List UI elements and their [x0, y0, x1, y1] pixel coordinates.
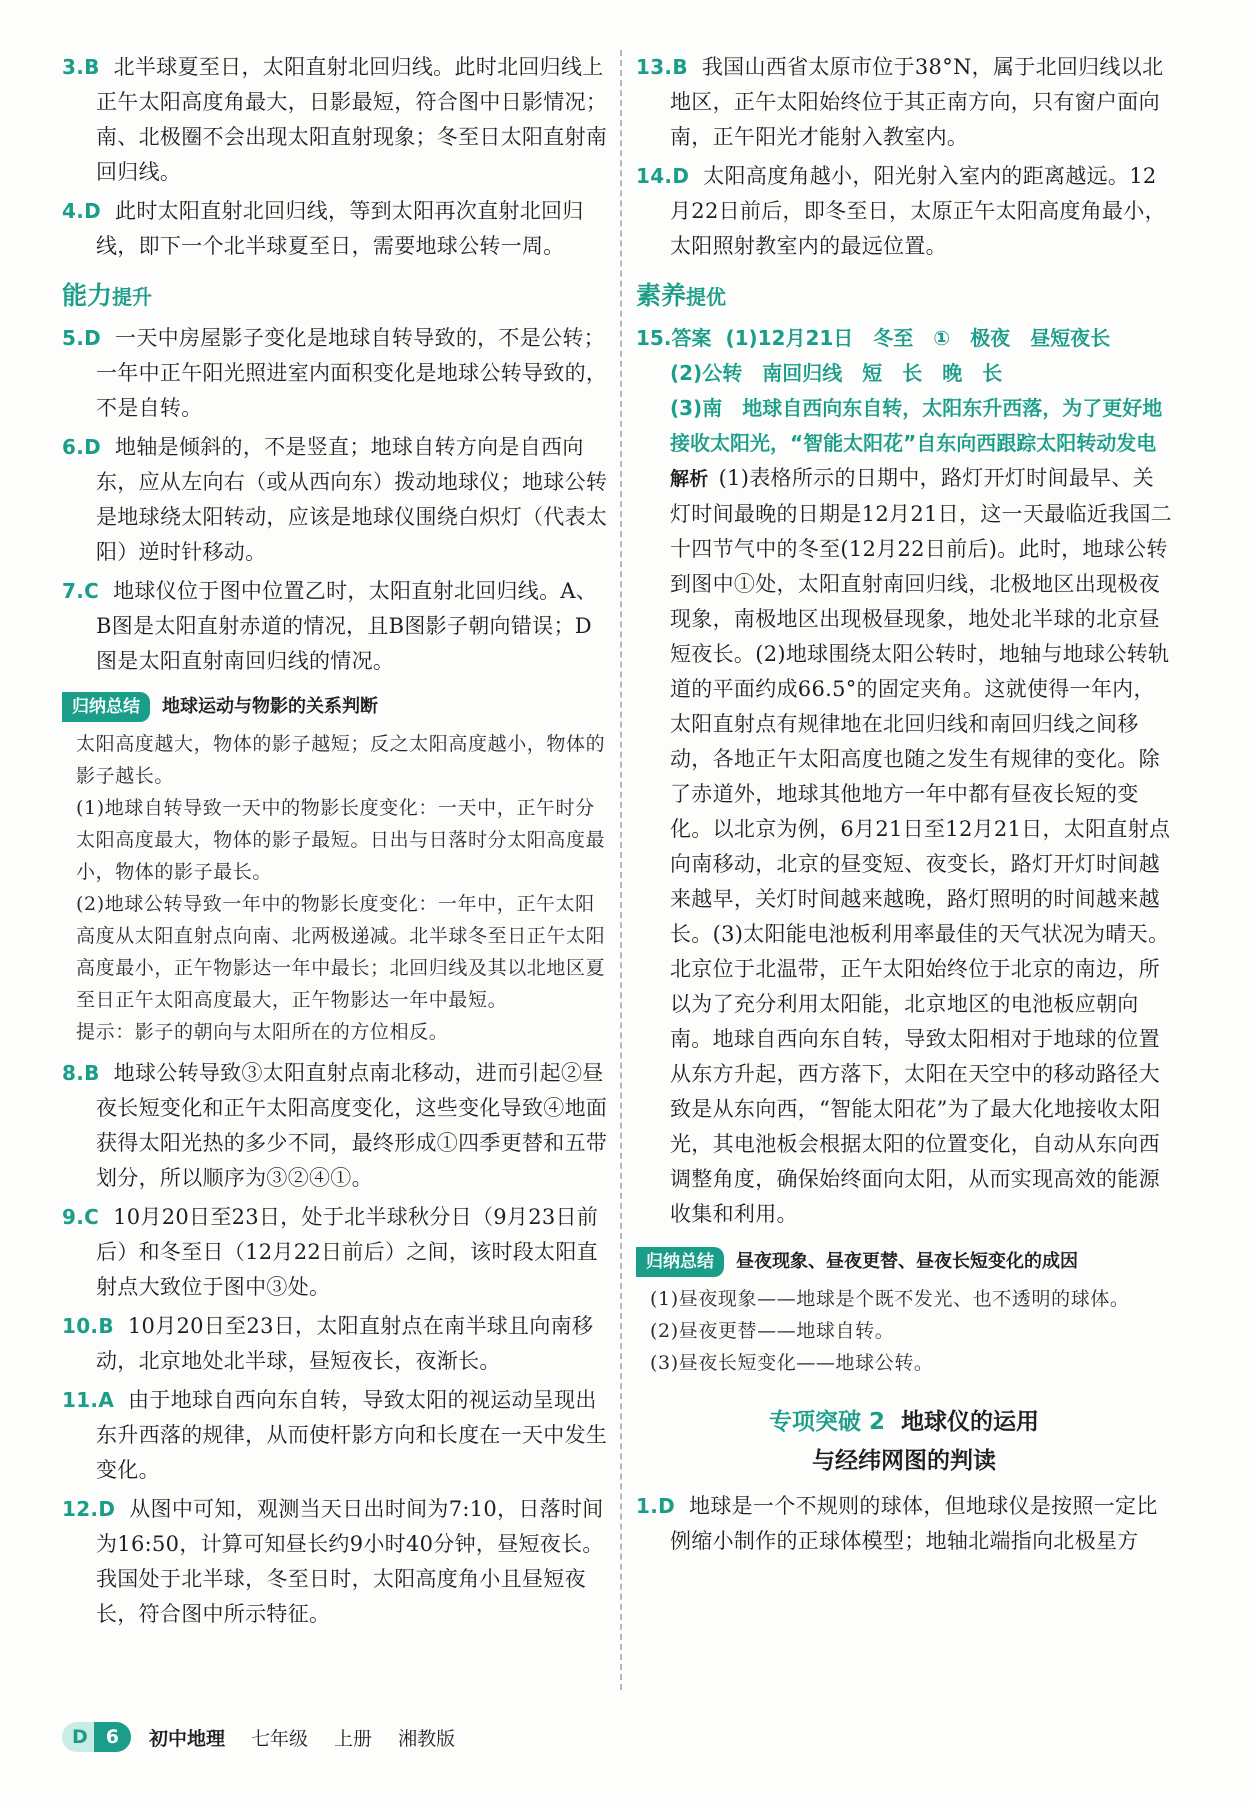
answer-line: (2)公转 南回归线 短 长 晚 长	[670, 361, 1003, 385]
answer-line: 15.答案 (1)12月21日 冬至 ① 极夜 昼短夜长	[636, 326, 1111, 350]
left-column	[62, 50, 608, 1636]
answer-item: 3.B 北半球夏至日，太阳直射北回归线。此时北回归线上正午太阳高度角最大，日影最短，符合图中日影情况；南、北极圈不会出现太阳直射现象；冬至日太阳直射南回归线。	[62, 55, 608, 184]
answer-item: 6.D 地轴是倾斜的，不是竖直；地球自转方向是自西向东，应从左向右（或从西向东）拨动地球仪；地球公转是地球绕太阳转动，应该是地球仪围绕白炽灯（代表太阳）逆时针移动。	[62, 435, 608, 564]
answer-item: 11.A 由于地球自西向东自转，导致太阳的视运动呈现出东升西落的规律，从而使杆影方向和长度在一天中发生变化。	[62, 1388, 608, 1482]
answer-item: 7.C 地球仪位于图中位置乙时，太阳直射北回归线。A、B图是太阳直射赤道的情况，且B图影子朝向错误；D图是太阳直射南回归线的情况。	[62, 579, 598, 673]
section-heading-literacy: 素养提优	[636, 281, 727, 310]
summary-line: (2)昼夜更替——地球自转。	[650, 1320, 895, 1342]
section-heading-ability: 能力提升	[62, 281, 153, 310]
summary-line: 提示：影子的朝向与太阳所在的方位相反。	[76, 1021, 449, 1043]
answer-item: 1.D 地球是一个不规则的球体，但地球仪是按照一定比例缩小制作的正球体模型；地轴北端指向北极星方	[636, 1494, 1158, 1553]
footer-volume: 上册	[334, 1727, 373, 1750]
answer-item: 8.B 地球公转导致③太阳直射点南北移动，进而引起②昼夜长短变化和正午太阳高度变化，这些变化导致④地面获得太阳光热的多少不同，最终形成①四季更替和五带划分，所以顺序为③②④①。	[62, 1061, 608, 1190]
answer-item: 4.D 此时太阳直射北回归线，等到太阳再次直射北回归线，即下一个北半球夏至日，需要地球公转一周。	[62, 199, 584, 258]
summary-line: (2)地球公转导致一年中的物影长度变化：一年中，正午太阳高度从太阳直射点向南、北两极递减。北半球冬至日正午太阳高度最小，正午物影达一年中最长；北回归线及其以北地区夏至日正午太阳高度最大，正午物影达一年中最短。	[76, 893, 606, 1011]
answer-item: 10.B 10月20日至23日，太阳直射点在南半球且向南移动，北京地处北半球，昼短夜长，夜渐长。	[62, 1314, 594, 1373]
footer-grade: 七年级	[251, 1727, 309, 1750]
summary-title: 地球运动与物影的关系判断	[162, 696, 378, 717]
answer-item: 9.C 10月20日至23日，处于北半球秋分日（9月23日前后）和冬至日（12月22日前后）之间，该时段太阳直射点大致位于图中③处。	[62, 1205, 599, 1299]
summary-tag: 归纳总结	[636, 1247, 724, 1277]
summary-box-header	[636, 1244, 1172, 1279]
answer-line: (3)南 地球自西向东自转，太阳东升西落，为了更好地接收太阳光，“智能太阳花”自东向西跟踪太阳转动发电	[670, 396, 1163, 455]
summary-box-content	[62, 728, 608, 1048]
summary-box-content	[636, 1283, 1172, 1379]
footer-subject: 初中地理	[149, 1727, 226, 1750]
special-topic-heading: 专项突破 2 地球仪的运用 与经纬网图的判读	[768, 1409, 1039, 1474]
footer-edition: 湘教版	[398, 1727, 456, 1750]
answer-item: 12.D 从图中可知，观测当天日出时间为7:10，日落时间为16:50，计算可知昼长约9小时40分钟，昼短夜长。我国处于北半球，冬至日时，太阳高度角小且昼短夜长，符合图中所示特征。	[62, 1497, 604, 1626]
summary-line: (1)地球自转导致一天中的物影长度变化：一天中，正午时分太阳高度最大，物体的影子最短。日出与日落时分太阳高度最小，物体的影子最长。	[76, 797, 606, 883]
summary-line: (3)昼夜长短变化——地球公转。	[650, 1352, 934, 1374]
answer-item: 13.B 我国山西省太原市位于38°N，属于北回归线以北地区，正午太阳始终位于其正南方向，只有窗户面向南，正午阳光才能射入教室内。	[636, 55, 1164, 149]
answer-item: 14.D 太阳高度角越小，阳光射入室内的距离越远。12月22日前后，即冬至日，太原正午太阳高度角最小，太阳照射教室内的最远位置。	[636, 164, 1166, 258]
summary-line: (1)昼夜现象——地球是个既不发光、也不透明的球体。	[650, 1288, 1130, 1310]
summary-tag: 归纳总结	[62, 692, 150, 722]
right-column	[636, 50, 1172, 1563]
summary-title: 昼夜现象、昼夜更替、昼夜长短变化的成因	[736, 1251, 1078, 1272]
analysis-paragraph: 解析 (1)表格所示的日期中，路灯开灯时间最早、关灯时间最晚的日期是12月21日，这一天最临近我国二十四节气中的冬至(12月22日前后)。此时，地球公转到图中①处，太阳直射南回归线，北极地区出现极夜现象，南极地区出现极昼现象，地处北半球的北京昼短夜长。(2)地球围绕太阳公转时，地轴与地球公转轨道的平面约成66.5°的固定夹角。这就使得一年内，太阳直射点有规律地在北回归线和南回归线之间移动，各地正午太阳高度也随之发生有规律的变化。除了赤道外，地球其他地方一年中都有昼夜长短的变化。以北京为例，6月21日至12月21日，太阳直射点向南移动，北京的昼变短、夜变长，路灯开灯时间越来越早，关灯时间越来越晚，路灯照明的时间越来越长。(3)太阳能电池板利用率最佳的天气状况为晴天。北京位于北温带，正午太阳始终位于北京的南边，所以为了充分利用太阳能，北京地区的电池板应朝向南。地球自西向东自转，导致太阳相对于地球的位置从东方升起，西方落下，太阳在天空中的移动路径大致是从东向西，“智能太阳花”为了最大化地接收太阳光，其电池板会根据太阳的位置变化，自动从东向西调整角度，确保始终面向太阳，从而实现高效的能源收集和利用。	[670, 466, 1172, 1226]
question-15	[636, 321, 1172, 1232]
column-divider	[620, 50, 622, 1690]
page-footer	[62, 1722, 481, 1752]
page-number-badge: D 6	[62, 1722, 131, 1752]
summary-box-header	[62, 689, 608, 724]
summary-line: 太阳高度越大，物体的影子越短；反之太阳高度越小，物体的影子越长。	[76, 733, 606, 787]
answer-item: 5.D 一天中房屋影子变化是地球自转导致的，不是公转；一年中正午阳光照进室内面积变化是地球公转导致的，不是自转。	[62, 326, 608, 420]
